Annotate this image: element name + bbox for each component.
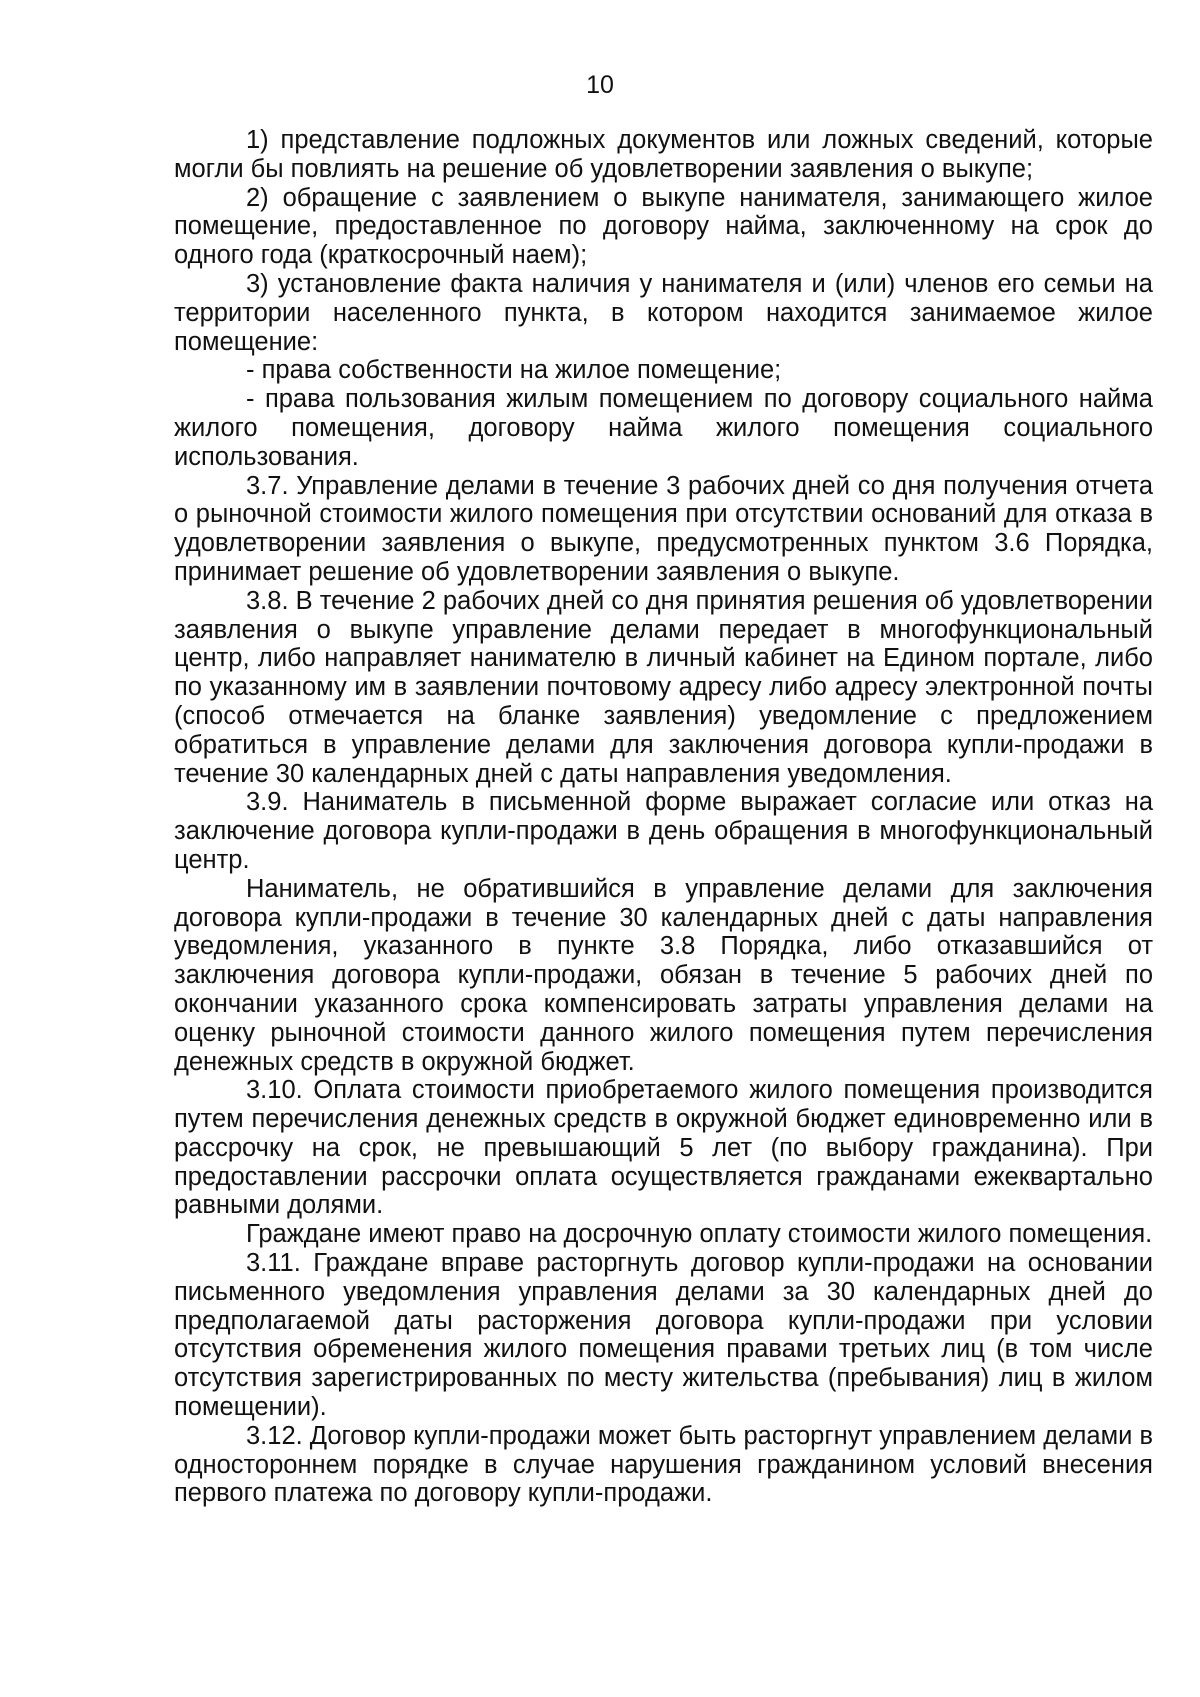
paragraph-3-11: 3.11. Граждане вправе расторгнуть договор купли-продажи на основании письменного уведомления управления делами за 30 календарных дней до предполагаемой даты расторжения договора купли-продажи при условии отсутствия обременения жилого помещения правами третьих лиц (в том числе отсутствия зарегистрированных по месту жительства (пребывания) лиц в жилом помещении). bbox=[174, 1249, 1153, 1422]
paragraph-3-12: 3.12. Договор купли-продажи может быть расторгнут управлением делами в одностороннем порядке в случае нарушения гражданином условий внесения первого платежа по договору купли-продажи. bbox=[174, 1421, 1153, 1508]
paragraph-item-3: 3) установление факта наличия у нанимателя и (или) членов его семьи на территории населенного пункта, в котором находится занимаемое жилое помещение: bbox=[174, 269, 1153, 356]
paragraph-item-1: 1) представление подложных документов или ложных сведений, которые могли бы повлиять на решение об удовлетворении заявления о выкупе; bbox=[174, 126, 1153, 183]
document-body bbox=[174, 126, 1153, 1508]
paragraph-3-9: 3.9. Наниматель в письменной форме выражает согласие или отказ на заключение договора купли-продажи в день обращения в многофункциональный центр. bbox=[174, 788, 1153, 874]
paragraph-3-7: 3.7. Управление делами в течение 3 рабочих дней со дня получения отчета о рыночной стоимости жилого помещения при отсутствии оснований для отказа в удовлетворении заявления о выкупе, предусмотренных пунктом 3.6 Порядка, принимает решение об удовлетворении заявления о выкупе. bbox=[174, 471, 1153, 586]
paragraph-item-2: 2) обращение с заявлением о выкупе нанимателя, занимающего жилое помещение, предоставленное по договору найма, заключенному на срок до одного года (краткосрочный наем); bbox=[174, 183, 1153, 270]
paragraph-3-8: 3.8. В течение 2 рабочих дней со дня принятия решения об удовлетворении заявления о выкупе управление делами передает в многофункциональный центр, либо направляет нанимателю в личный кабинет на Едином портале, либо по указанному им в заявлении почтовому адресу либо адресу электронной почты (способ отмечается на бланке заявления) уведомление с предложением обратиться в управление делами для заключения договора купли-продажи в течение 30 календарных дней с даты направления уведомления. bbox=[174, 586, 1153, 788]
paragraph-3-10: 3.10. Оплата стоимости приобретаемого жилого помещения производится путем перечисления денежных средств в окружной бюджет единовременно или в рассрочку на срок, не превышающий 5 лет (по выбору гражданина). При предоставлении рассрочки оплата осуществляется гражданами ежеквартально равными долями. bbox=[174, 1076, 1153, 1220]
page-number: 10 bbox=[586, 71, 614, 99]
paragraph-3-10-continued: Граждане имеют право на досрочную оплату стоимости жилого помещения. bbox=[246, 1220, 1153, 1249]
paragraph-usage-right: - права пользования жилым помещением по договору социального найма жилого помещения, договору найма жилого помещения социального использования. bbox=[174, 385, 1153, 471]
paragraph-ownership-right: - права собственности на жилое помещение; bbox=[246, 356, 782, 385]
paragraph-3-9-continued: Наниматель, не обратившийся в управление делами для заключения договора купли-продажи в течение 30 календарных дней с даты направления уведомления, указанного в пункте 3.8 Порядка, либо отказавшийся от заключения договора купли-продажи, обязан в течение 5 рабочих дней по окончании указанного срока компенсировать затраты управления делами на оценку рыночной стоимости данного жилого помещения путем перечисления денежных средств в окружной бюджет. bbox=[174, 874, 1153, 1076]
